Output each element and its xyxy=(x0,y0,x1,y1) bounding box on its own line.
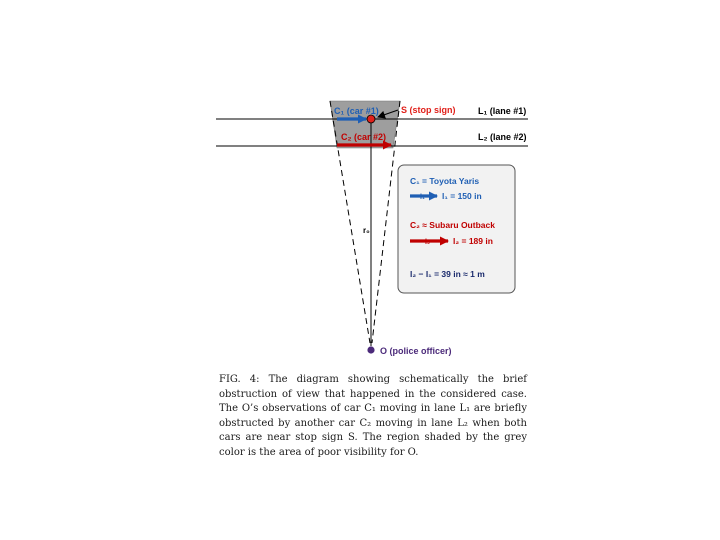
lane-2-label: L₂ (lane #2) xyxy=(478,132,527,142)
stop-sign-label: S (stop sign) xyxy=(401,105,456,115)
legend-car-1-name: C₁ = Toyota Yaris xyxy=(410,176,480,186)
legend-car-1-tag: l₁ xyxy=(420,194,425,201)
observer-label: O (police officer) xyxy=(380,346,452,356)
car-1-label: C₁ (car #1) xyxy=(334,106,379,116)
observer-marker xyxy=(367,346,374,353)
caption-text: The diagram showing schematically the brief obstruction of view that happened in the considered case. The O’s observations of car C₁ moving in lane L₁ are briefly obstructed by another car C₂ moving in lane L₂ when both cars are near stop sign S. The region shaded by the grey color is the area of poor visibility for O. xyxy=(219,374,527,458)
legend-difference: l₂ − l₁ = 39 in ≈ 1 m xyxy=(410,269,485,279)
legend-car-2-length: l₂ = 189 in xyxy=(453,236,493,246)
car-legend xyxy=(398,165,515,293)
figure-caption xyxy=(219,373,527,461)
car-2-label: C₂ (car #2) xyxy=(341,132,387,142)
legend-car-2-name: C₂ ≈ Subaru Outback xyxy=(410,220,495,230)
legend-car-1-length: l₁ = 150 in xyxy=(442,191,482,201)
lane-1-label: L₁ (lane #1) xyxy=(478,106,527,116)
caption-label: FIG. 4: xyxy=(219,374,260,385)
r0-label: r₀ xyxy=(363,226,370,235)
legend-car-2-tag: l₂ xyxy=(425,239,431,246)
stop-sign-marker xyxy=(367,115,375,123)
